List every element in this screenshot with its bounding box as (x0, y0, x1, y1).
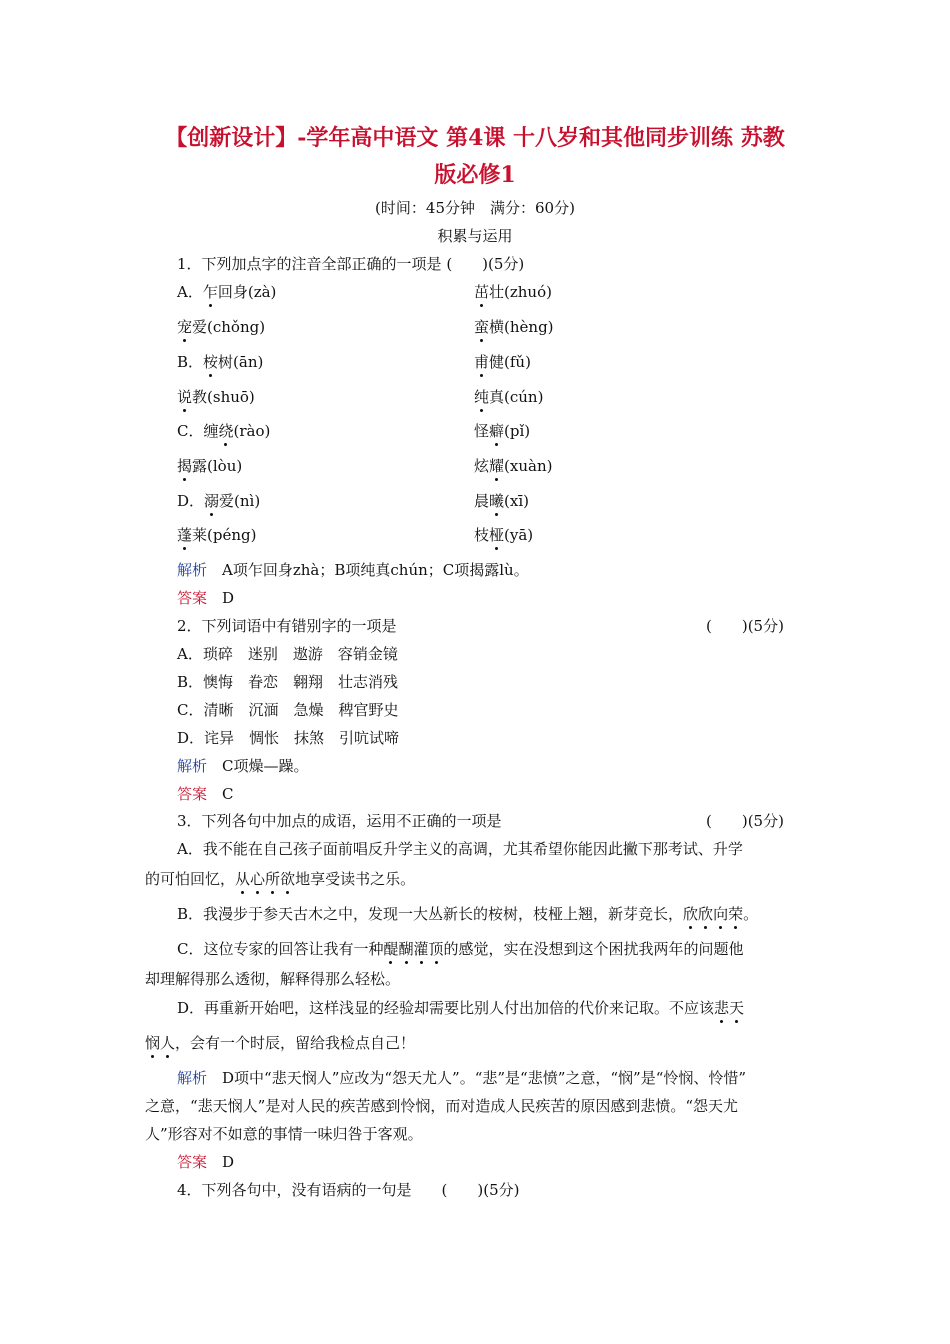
dotted-char: 人 (160, 1034, 176, 1052)
q1-option-left: C．缠绕(rào) (177, 422, 271, 440)
q1-option-left: B．桉树(ān) (177, 353, 264, 371)
dotted-char: 醐 (398, 940, 414, 958)
dotted-char: 悲 (714, 999, 730, 1017)
q1-option-left: 蓬莱(péng) (177, 526, 257, 544)
dotted-char: 灌 (413, 940, 429, 958)
q3-analysis-line1 (177, 1068, 746, 1088)
q3-stem: 3．下列各句中加点的成语，运用不正确的一项是 (177, 812, 502, 830)
dotted-char: 所 (265, 870, 281, 888)
q3-score: ( )(5分) (706, 812, 784, 830)
q3-analysis-line2: 之意，“悲天悯人”是对人民的疾苦感到怜悯，而对造成人民疾苦的原因感到悲愤。“怨天尤 (145, 1097, 739, 1115)
dotted-char: 揭 (177, 457, 193, 475)
q1-option-right: 枝桠(yā) (474, 526, 534, 544)
q1-analysis (177, 560, 529, 580)
q3-option-a-line2: 的可怕回忆，从心所欲地享受读书之乐。 (145, 870, 416, 888)
dotted-idiom (145, 1034, 175, 1052)
answer-label: 答案 (177, 589, 208, 607)
answer-label: 答案 (177, 1153, 208, 1171)
q1-stem: 1．下列加点字的注音全部正确的一项是 ( )(5分) (177, 255, 525, 273)
analysis-text: C项燥—躁。 (207, 757, 309, 775)
dotted-char: 纯 (474, 388, 490, 406)
dotted-char: 桠 (489, 526, 505, 544)
dotted-char: 醍 (383, 940, 399, 958)
analysis-text: A项乍回身zhà；B项纯真chún；C项揭露lù。 (207, 561, 529, 579)
q1-option-right: 蛮横(hèng) (474, 318, 554, 336)
dotted-char: 蛮 (474, 318, 490, 336)
q1-option-right: 晨曦(xī) (474, 492, 529, 510)
q1-option-right: 茁壮(zhuó) (474, 283, 552, 301)
answer-text: D (207, 1153, 235, 1171)
q3-option-d-line2: 悯人，会有一个时辰，留给我检点自己！ (145, 1034, 416, 1052)
q1-option-right: 怪癖(pǐ) (474, 422, 531, 440)
q2-option-c: C．清晰 沉湎 急燥 稗官野史 (177, 701, 399, 719)
answer-label: 答案 (177, 785, 208, 803)
q1-option-right: 甫健(fǔ) (474, 353, 531, 371)
doc-title-line2: 版必修1 (434, 162, 516, 188)
q3-answer (177, 1152, 234, 1172)
dotted-char: 茁 (474, 283, 490, 301)
dotted-char: 欣 (683, 905, 699, 923)
analysis-label: 解析 (177, 757, 208, 775)
q3-analysis-line3: 人”形容对不如意的事情一味归咎于客观。 (145, 1125, 423, 1143)
q3-option-d-line1: D．再重新开始吧，这样浅显的经验却需要比别人付出加倍的代价来记取。不应该悲天 (177, 999, 745, 1017)
dotted-idiom (383, 940, 443, 958)
analysis-label: 解析 (177, 561, 208, 579)
q3-option-c-line2: 却理解得那么透彻，解释得那么轻松。 (145, 970, 401, 988)
q1-option-right: 纯真(cún) (474, 388, 544, 406)
q1-option-left: 说教(shuō) (177, 388, 255, 406)
dotted-char: 说 (177, 388, 193, 406)
dotted-char: 向 (713, 905, 729, 923)
q2-option-a: A．琐碎 迷别 遨游 容销金镜 (177, 645, 398, 663)
dotted-idiom (714, 999, 744, 1017)
analysis-text: D项中“悲天悯人”应改为“怨天尤人”。“悲”是“悲愤”之意，“悯”是“怜悯、怜惜” (207, 1069, 747, 1087)
dotted-char: 癖 (489, 422, 505, 440)
q3-option-c-line1: C．这位专家的回答让我有一种醍醐灌顶的感觉，实在没想到这个困扰我两年的问题他 (177, 940, 744, 958)
q2-stem: 2．下列词语中有错别字的一项是 (177, 617, 397, 635)
q3-option-a-line1: A．我不能在自己孩子面前唱反升学主义的高调，尤其希望你能因此撇下那考试、升学 (177, 840, 743, 858)
q4-stem: 4．下列各句中，没有语病的一句是 ( )(5分) (177, 1181, 520, 1199)
dotted-char: 顶 (428, 940, 444, 958)
q2-option-d: D．诧异 惆怅 抹煞 引吭试啼 (177, 729, 400, 747)
dotted-char: 宠 (177, 318, 193, 336)
dotted-char: 欲 (280, 870, 296, 888)
dotted-char: 欣 (698, 905, 714, 923)
q1-option-left: A．乍回身(zà) (177, 283, 277, 301)
time-score-meta: (时间：45分钟 满分：60分) (375, 199, 575, 217)
dotted-char: 蓬 (177, 526, 193, 544)
answer-text: C (207, 785, 234, 803)
dotted-char: 从 (235, 870, 251, 888)
doc-title-line1: 【创新设计】-学年高中语文 第4课 十八岁和其他同步训练 苏教 (165, 125, 785, 151)
dotted-char: 甫 (474, 353, 490, 371)
dotted-char: 天 (729, 999, 745, 1017)
q2-analysis (177, 756, 309, 776)
q3-option-b: B．我漫步于参天古木之中，发现一大丛新长的桉树，枝桠上翘，新芽竞长，欣欣向荣。 (177, 905, 759, 923)
q1-option-right: 炫耀(xuàn) (474, 457, 553, 475)
dotted-char: 桉 (203, 353, 219, 371)
q2-option-b: B．懊悔 眷恋 翱翔 壮志消残 (177, 673, 399, 691)
q1-option-left: 宠爱(chǒng) (177, 318, 266, 336)
dotted-char: 绕 (218, 422, 234, 440)
q2-answer (177, 784, 234, 804)
dotted-char: 耀 (489, 457, 505, 475)
dotted-char: 悯 (145, 1034, 161, 1052)
q1-option-left: D．溺爱(nì) (177, 492, 261, 510)
dotted-char: 心 (250, 870, 266, 888)
dotted-char: 乍 (202, 283, 218, 301)
q1-answer (177, 588, 234, 608)
dotted-char: 曦 (489, 492, 505, 510)
dotted-idiom (683, 905, 743, 923)
q2-score: ( )(5分) (706, 617, 784, 635)
q1-option-left: 揭露(lòu) (177, 457, 243, 475)
section-heading: 积累与运用 (437, 227, 513, 245)
answer-text: D (207, 589, 235, 607)
dotted-idiom (235, 870, 295, 888)
analysis-label: 解析 (177, 1069, 208, 1087)
dotted-char: 溺 (204, 492, 220, 510)
dotted-char: 荣 (728, 905, 744, 923)
